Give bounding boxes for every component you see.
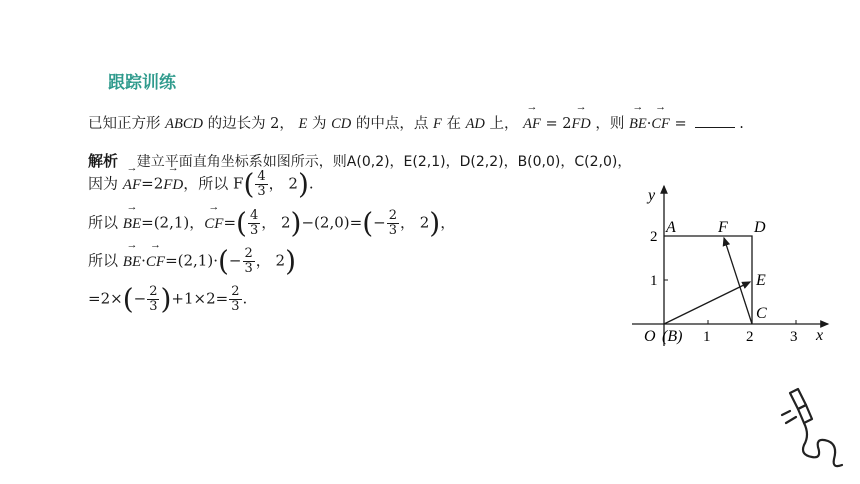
y-axis-label: y [648, 187, 656, 204]
y-tick-1: 1 [650, 273, 658, 289]
point-C-label: C [756, 305, 767, 322]
vector-CF [724, 238, 752, 324]
answer-blank[interactable] [695, 115, 735, 128]
point-F-label: F [718, 219, 728, 236]
solution-line-3: 所以 → BE=(2,1)，→ CF=( $\frac{4}{3}$ ， 2)−(2,0)=(− $\frac{2}{3}$ ， 2)， [88, 209, 455, 238]
y-tick-2: 2 [650, 229, 658, 245]
square-outline [664, 236, 752, 324]
x-tick-3: 3 [790, 329, 798, 345]
problem-statement: 已知正方形 ABCD 的边长为 2， E 为 CD 的中点，点 F 在 AD 上， → AF = 2→ FD ，则 → BE·→ CF = . [88, 112, 744, 133]
vector-BE [664, 282, 750, 324]
solution-line-2: 因为 → AF=2→ FD，所以 F( $\frac{4}{3}$ ， 2). [88, 170, 314, 199]
solution-line-4: 所以 → BE·→ CF=(2,1)·(− $\frac{2}{3}$ ， 2) [88, 247, 296, 276]
pen-doodle-icon [770, 385, 850, 475]
point-D-label: D [754, 219, 766, 236]
point-B-label: (B) [662, 328, 683, 345]
solution-line-5: =2×(− $\frac{2}{3}$ )+1×2= $\frac{2}{3}$ . [88, 282, 248, 316]
coordinate-figure [620, 180, 840, 350]
section-title: 跟踪训练 [108, 73, 176, 93]
solution-line-1: 解析 建立平面直角坐标系如图所示，则A(0,2)，E(2,1)，D(2,2)，B(0,0)，C(2,0)， [88, 152, 632, 170]
x-axis-label: x [816, 327, 824, 344]
point-E-label: E [756, 272, 766, 289]
x-tick-1: 1 [703, 329, 711, 345]
solution-label: 解析 [88, 152, 119, 170]
origin-label: O [644, 328, 656, 345]
x-tick-2: 2 [746, 329, 754, 345]
point-A-label: A [666, 219, 676, 236]
